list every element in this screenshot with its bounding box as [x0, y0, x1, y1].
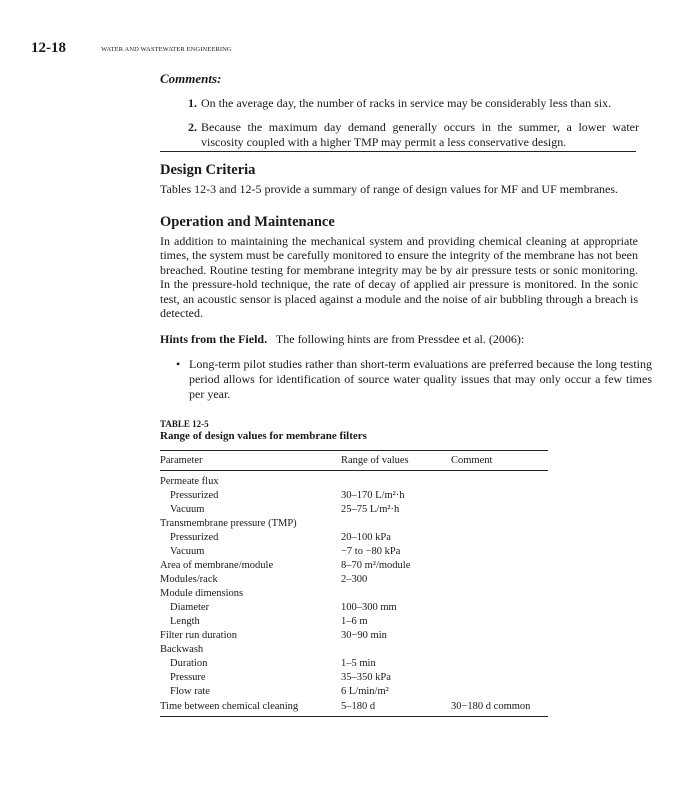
table-row-value: 5–180 d — [341, 701, 376, 712]
table-bottom-rule — [160, 716, 548, 717]
table-row-parameter: Diameter — [170, 602, 210, 613]
table-row-parameter: Transmembrane pressure (TMP) — [160, 518, 297, 529]
table-row-parameter: Duration — [170, 658, 208, 669]
table-title: Range of design values for membrane filters — [160, 430, 367, 442]
table-row-parameter: Flow rate — [170, 686, 210, 697]
table-row-parameter: Pressurized — [170, 532, 219, 543]
table-row-value: 8–70 m²/module — [341, 560, 411, 571]
column-header-comment: Comment — [451, 455, 493, 466]
table-row-value: −7 to −80 kPa — [341, 546, 401, 557]
table-row-value: 1–6 m — [341, 616, 368, 627]
hints-heading: Hints from the Field. — [160, 332, 268, 346]
table-row-parameter: Area of membrane/module — [160, 560, 274, 571]
table-row-parameter: Module dimensions — [160, 588, 244, 599]
table-row-value: 20–100 kPa — [341, 532, 391, 543]
table-row-value: 30–170 L/m²·h — [341, 490, 405, 501]
table-row-parameter: Filter run duration — [160, 630, 237, 641]
table-row-comment: 30−180 d common — [451, 701, 531, 712]
bullet-marker: • — [176, 357, 181, 371]
column-header-parameter: Parameter — [160, 455, 203, 466]
table-row-value: 2–300 — [341, 574, 368, 585]
table-row-parameter: Modules/rack — [160, 574, 218, 585]
table-row-parameter: Pressurized — [170, 490, 219, 501]
column-header-range: Range of values — [341, 455, 409, 466]
table-header-rule — [160, 470, 548, 471]
comment-item-2 — [188, 120, 639, 150]
table-row-value: 25–75 L/m²·h — [341, 504, 400, 515]
hints-intro: The following hints are from Pressdee et al. (2006): — [275, 332, 525, 346]
comment-item-1 — [188, 96, 639, 112]
hint-bullet-item — [176, 357, 652, 403]
design-criteria-text: Tables 12-3 and 12-5 provide a summary of range of design values for MF and UF membranes. — [160, 182, 619, 196]
table-row-value: 1–5 min — [341, 658, 376, 669]
table-row-parameter: Backwash — [160, 644, 204, 655]
table-row-parameter: Vacuum — [170, 504, 205, 515]
operation-text: In addition to maintaining the mechanical system and providing chemical cleaning at appropriate times, the system must be carefully monitored to ensure the integrity of the membrane has not been breached. Routine testing for membrane integrity may be by air pressure tests or sonic monitoring. In the pressure-hold technique, the rate of decay of applied air pressure is monitored. In the sonic test, an acoustic sensor is placed against a module and the noise of air bubbling through a breach is detected. — [160, 234, 638, 321]
hints-paragraph — [160, 332, 638, 346]
table-row-parameter: Vacuum — [170, 546, 205, 557]
table-row-value: 30−90 min — [341, 630, 387, 641]
comment-text: Because the maximum day demand generally occurs in the summer, a lower water viscosity coupled with a higher TMP may permit a less conservative design. — [201, 120, 639, 149]
table-row-parameter: Length — [170, 616, 200, 627]
table-row-parameter: Time between chemical cleaning — [160, 701, 299, 712]
operation-heading: Operation and Maintenance — [160, 214, 335, 230]
comment-number: 2. — [188, 120, 197, 134]
table-row-parameter: Pressure — [170, 672, 206, 683]
table-top-rule — [160, 450, 548, 451]
table-row-value: 100–300 mm — [341, 602, 397, 613]
section-divider — [160, 151, 636, 152]
table-row-parameter: Permeate flux — [160, 476, 219, 487]
page-number: 12-18 — [31, 40, 66, 56]
design-criteria-heading: Design Criteria — [160, 162, 256, 178]
comments-label: Comments: — [160, 71, 222, 86]
hint-text: Long-term pilot studies rather than short-term evaluations are preferred because the long testing period allows for identification of source water quality issues that may only occur a few times per year. — [189, 357, 652, 401]
running-title: WATER AND WASTEWATER ENGINEERING — [101, 46, 232, 53]
comment-number: 1. — [188, 96, 197, 110]
table-label: TABLE 12-5 — [160, 419, 209, 429]
table-row-value: 6 L/min/m² — [341, 686, 389, 697]
comment-text: On the average day, the number of racks in service may be considerably less than six. — [201, 96, 612, 110]
table-row-value: 35–350 kPa — [341, 672, 391, 683]
